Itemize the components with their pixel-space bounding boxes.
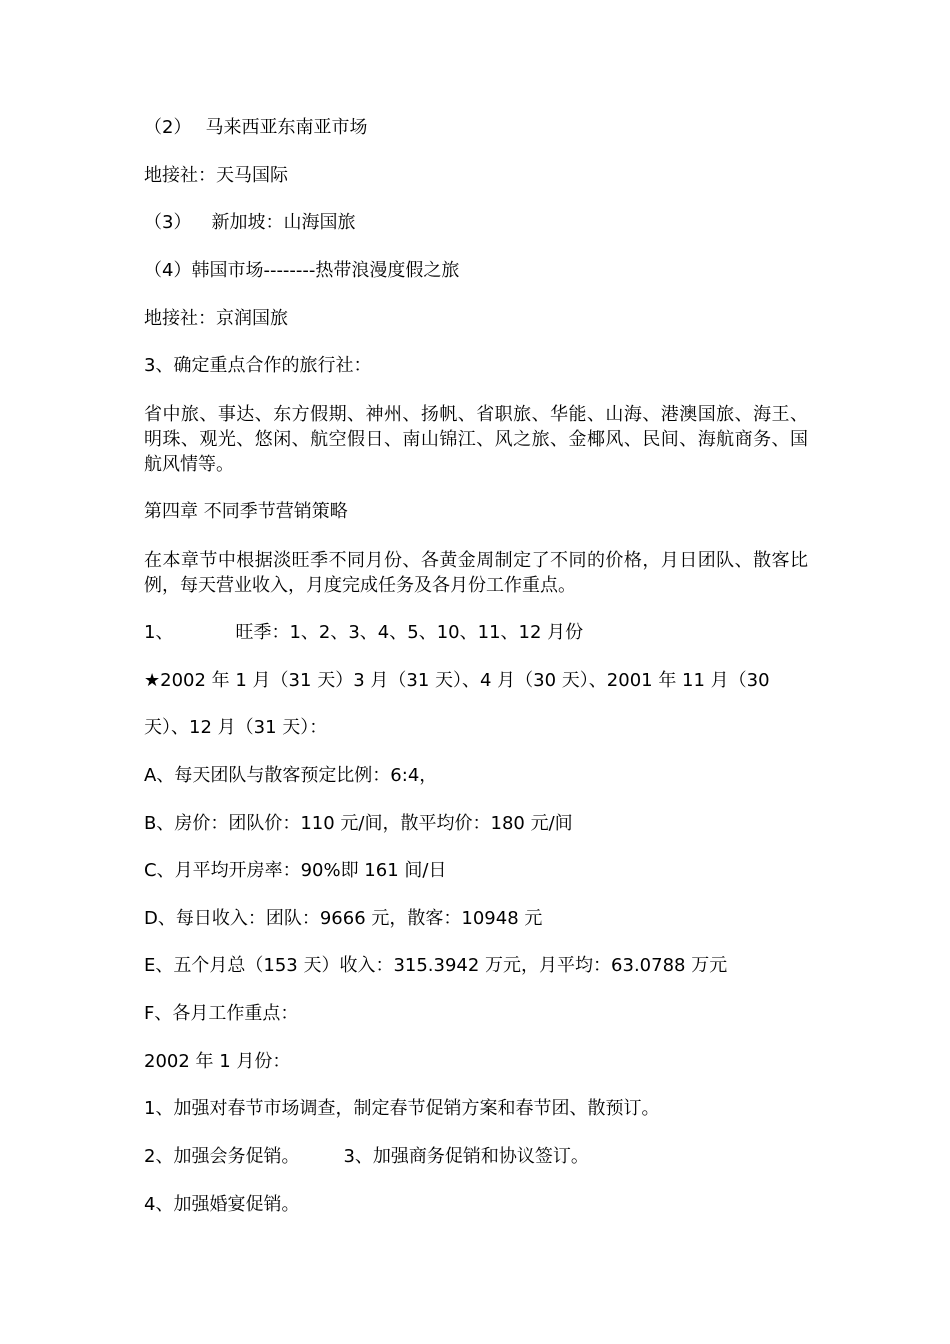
- text-line-total-income: E、五个月总（153 天）收入：315.3942 万元，月平均：63.0788 万元: [144, 955, 728, 976]
- section-heading-key-agencies: 3、确定重点合作的旅行社：: [144, 355, 372, 376]
- document-page: [144, 0, 808, 1344]
- task-2: 2、加强会务促销。: [144, 1146, 300, 1167]
- task-3: 3、加强商务促销和协议签订。: [343, 1146, 589, 1167]
- paragraph-chapter-intro: 在本章节中根据淡旺季不同月份、各黄金周制定了不同的价格，月日团队、散客比例，每天营业收入，月度完成任务及各月份工作重点。: [144, 550, 808, 596]
- text-line-ratio: A、每天团队与散客预定比例：6:4，: [144, 765, 438, 786]
- list-marker: 1、: [144, 622, 174, 643]
- text-line-occupancy: C、月平均开房率：90%即 161 间/日: [144, 860, 447, 881]
- list-item-korea-market: （4）韩国市场--------热带浪漫度假之旅: [144, 260, 460, 281]
- list-marker: （2）: [144, 117, 192, 138]
- list-text: 马来西亚东南亚市场: [205, 117, 368, 138]
- list-item-malaysia-market: [144, 115, 808, 141]
- paragraph-agency-list: 省中旅、事达、东方假期、神州、扬帆、省职旅、华能、山海、港澳国旅、海王、明珠、观光、悠闲、航空假日、南山锦江、风之旅、金椰风、民间、海航商务、国航风情等。: [144, 404, 808, 475]
- list-text: 新加坡：山海国旅: [211, 212, 356, 233]
- list-marker: （3）: [144, 212, 192, 233]
- text-line-local-agency-tianma: 地接社：天马国际: [144, 165, 288, 186]
- list-text: 旺季：1、2、3、4、5、10、11、12 月份: [235, 622, 584, 643]
- text-line-january: 2002 年 1 月份：: [144, 1051, 291, 1072]
- text-line-local-agency-jingrun: 地接社：京润国旅: [144, 308, 288, 329]
- text-line-months-2: 天）、12 月（31 天）：: [144, 717, 328, 738]
- chapter-heading: 第四章 不同季节营销策略: [144, 501, 348, 522]
- text-line-task-4: 4、加强婚宴促销。: [144, 1194, 300, 1215]
- text-line-daily-income: D、每日收入：团队：9666 元，散客：10948 元: [144, 908, 543, 929]
- text-line-room-price: B、房价：团队价：110 元/间，散平均价：180 元/间: [144, 813, 573, 834]
- list-item-peak-season: [144, 620, 808, 646]
- list-item-singapore: [144, 210, 808, 236]
- text-line-months-1: ★2002 年 1 月（31 天）3 月（31 天）、4 月（30 天）、2001 年 11 月（30: [144, 670, 770, 691]
- text-line-monthly-focus: F、各月工作重点：: [144, 1003, 299, 1024]
- text-line-task-1: 1、加强对春节市场调查，制定春节促销方案和春节团、散预订。: [144, 1098, 660, 1119]
- text-line-task-2-3: [144, 1144, 808, 1170]
